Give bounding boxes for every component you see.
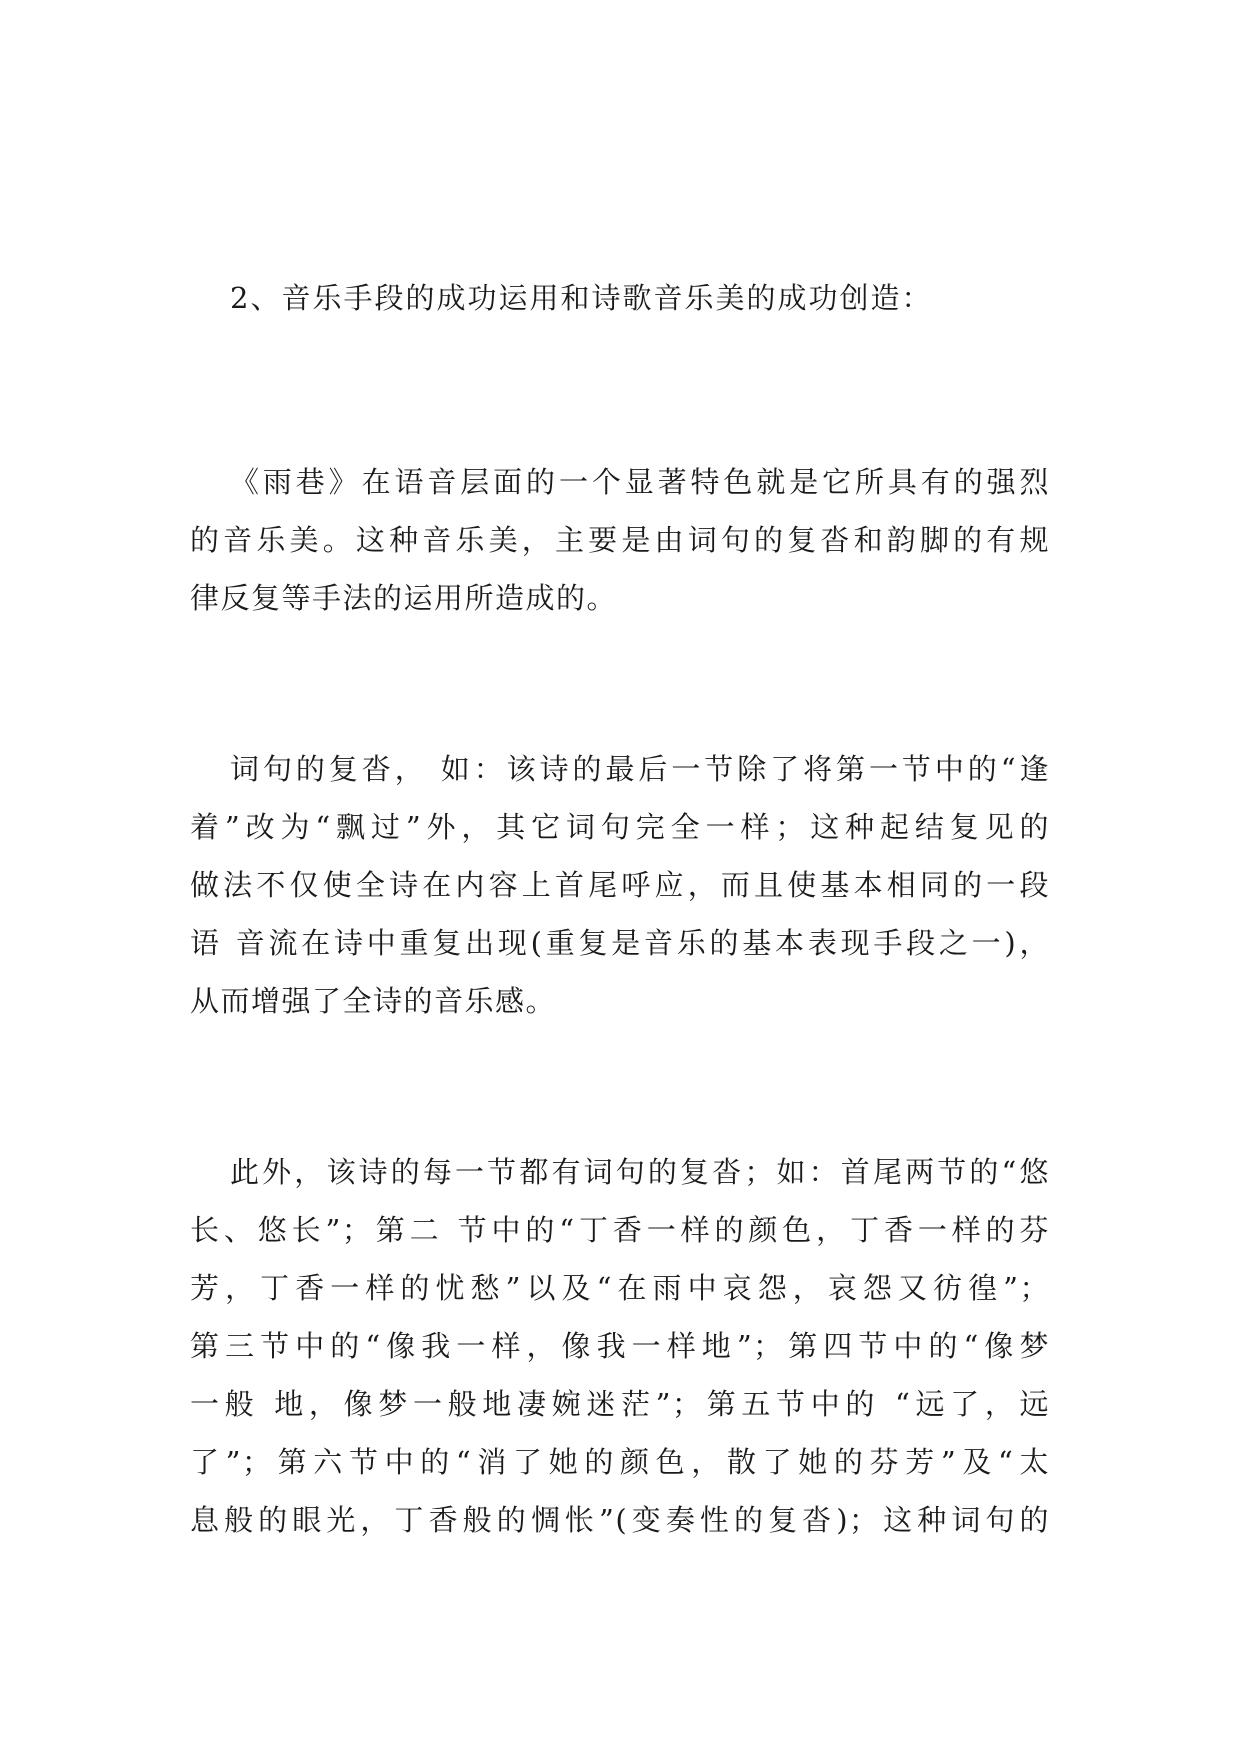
text-line: 词句的复沓， 如：该诗的最后一节除了将第一节中的“逢	[230, 752, 1050, 786]
paragraph-repetition	[190, 740, 1050, 1030]
text-line: 的音乐美。这种音乐美，主要是由词句的复沓和韵脚的有规	[190, 523, 1050, 557]
text-line: 第三节中的“像我一样，像我一样地”；第四节中的“像梦	[190, 1329, 1050, 1363]
text-line: 芳，丁香一样的忧愁”以及“在雨中哀怨，哀怨又彷徨”；	[190, 1271, 1050, 1305]
paragraph-stanza-repetition	[190, 1143, 1050, 1549]
text-line: 了”；第六节中的“消了她的颜色，散了她的芬芳”及“太	[190, 1445, 1050, 1479]
paragraph-music-beauty	[190, 453, 1050, 627]
text-line: 从而增强了全诗的音乐感。	[190, 984, 557, 1018]
text-line: 《雨巷》在语音层面的一个显著特色就是它所具有的强烈	[230, 465, 1050, 499]
text-line: 着”改为“飘过”外，其它词句完全一样；这种起结复见的	[190, 810, 1050, 844]
section-heading: 2、音乐手段的成功运用和诗歌音乐美的成功创造：	[230, 281, 933, 315]
text-line: 做法不仅使全诗在内容上首尾呼应，而且使基本相同的一段	[190, 868, 1050, 902]
text-line: 语 音流在诗中重复出现(重复是音乐的基本表现手段之一)，	[190, 926, 1050, 960]
text-line: 长、悠长”；第二 节中的“丁香一样的颜色，丁香一样的芬	[190, 1213, 1050, 1247]
text-line: 律反复等手法的运用所造成的。	[190, 581, 618, 615]
text-line: 此外，该诗的每一节都有词句的复沓；如：首尾两节的“悠	[230, 1155, 1050, 1189]
text-line: 息般的眼光，丁香般的惆怅”(变奏性的复沓)；这种词句的	[190, 1503, 1050, 1537]
text-line: 一般 地，像梦一般地凄婉迷茫”；第五节中的 “远了，远	[190, 1387, 1050, 1421]
